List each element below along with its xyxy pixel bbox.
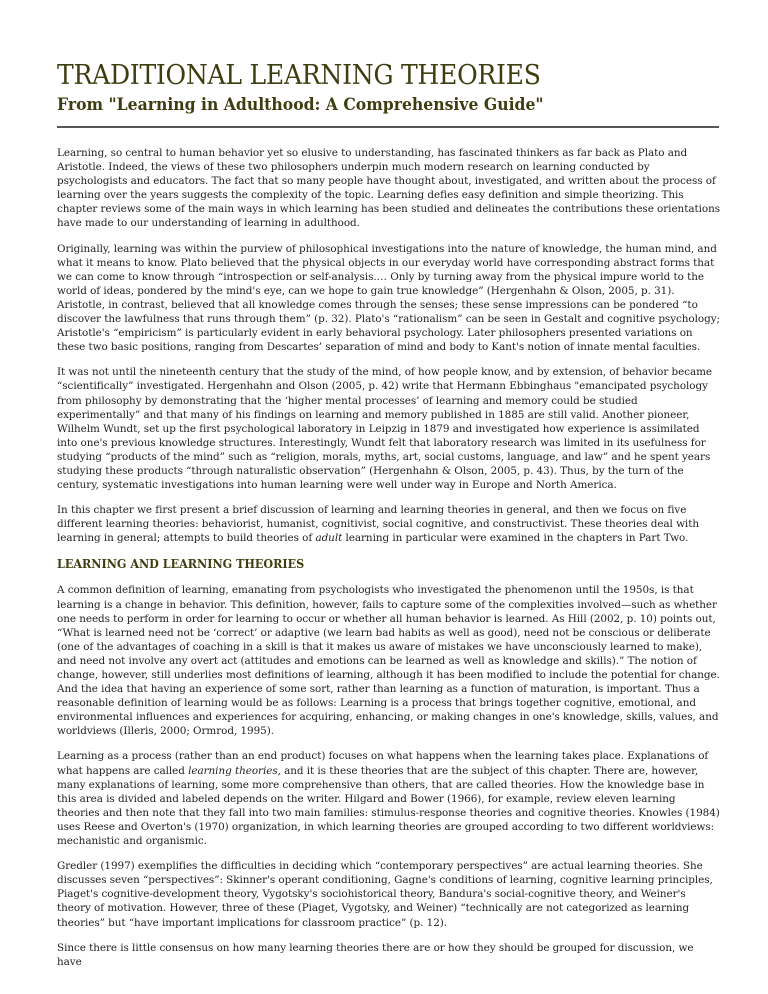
page-subtitle: From "Learning in Adulthood: A Comprehensive Guide" [57, 95, 544, 115]
text-segment: Learning as a process (rather than an end product) focuses on what happens when the learning takes place. Explanations of what happens are called [57, 750, 709, 777]
article-body [57, 146, 721, 969]
paragraph-gredler: Gredler (1997) exemplifies the difficulties in deciding which “contemporary perspectives” are actual learning theories. She discusses seven “perspectives”: Skinner's operant conditioning, Gagne's conditions of learning, cognitive learning principles, Piaget's cognitive-development theory, Vygotsky's sociohistorical theory, Bandura's social-cognitive theory, and Weiner's theory of motivation. However, three of these (Piaget, Vygotsky, and Weiner) “technically are not categorized as learning theories” but “have important implications for classroom practice” (p. 12). [57, 860, 713, 929]
text-segment: In this chapter we first present a brief discussion of learning and learning theories in general, and then we focus on five different learning theories: behaviorist, humanist, cognitivist, social cognitive, and constructivist. These theories deal with learning in general; attempts to build theories of [57, 504, 699, 545]
paragraph-nineteenth-century: It was not until the nineteenth century that the study of the mind, of how people know, and by extension, of behavior became “scientifically” investigated. Hergenhahn and Olson (2005, p. 42) write that Hermann Ebbinghaus "emancipated psychology from philosophy by demonstrating that the ‘higher mental processes’ of learning and memory could be studied experimentally” and that many of his findings on learning and memory published in 1885 are still valid. Another pioneer, Wilhelm Wundt, set up the first psychological laboratory in Leipzig in 1879 and investigated how experience is assimilated into one's previous knowledge structures. Interestingly, Wundt felt that laboratory research was limited in its usefulness for studying “products of the mind” such as “religion, morals, myths, art, social customs, language, and law” and he spent years studying these products “through naturalistic observation” (Hergenhahn & Olson, 2005, p. 43). Thus, by the turn of the century, systematic investigations into human learning were well under way in Europe and North America. [57, 366, 713, 492]
emphasis-text: adult [315, 532, 343, 545]
paragraph-definition: A common definition of learning, emanating from psychologists who investigated the phenomenon until the 1950s, is that learning is a change in behavior. This definition, however, fails to capture some of the complexities involved—such as whether one needs to perform in order for learning to occur or whether all human behavior is learned. As Hill (2002, p. 10) points out, “What is learned need not be ‘correct’ or adaptive (we learn bad habits as well as good), need not be conscious or deliberate (one of the advantages of coaching in a skill is that it makes us aware of mistakes we have unconsciously learned to make), and need not involve any overt act (attitudes and emotions can be learned as well as knowledge and skills).” The notion of change, however, still underlies most definitions of learning, although it has been modified to include the potential for change. And the idea that having an experience of some sort, rather than learning as a function of maturation, is important. Thus a reasonable definition of learning would be as follows: Learning is a process that brings together cognitive, emotional, and environmental influences and experiences for acquiring, enhancing, or making changes in one's knowledge, skills, values, and worldviews (Illeris, 2000; Ormrod, 1995). [57, 584, 720, 738]
paragraph-process [57, 749, 721, 848]
text-segment: learning in particular were examined in the chapters in Part Two. [342, 532, 689, 545]
section-heading: LEARNING AND LEARNING THEORIES [57, 557, 305, 572]
paragraph-philosophy: Originally, learning was within the purview of philosophical investigations into the nature of knowledge, the human mind, and what it means to know. Plato believed that the physical objects in our everyday world have corresponding abstract forms that we can come to know through “introspection or self-analysis.… Only by turning away from the physical impure world to the world of ideas, pondered by the mind's eye, can we hope to gain true knowledge” (Hergenhahn & Olson, 2005, p. 31). Aristotle, in contrast, believed that all knowledge comes through the senses; these sense impressions can be pondered “to discover the lawfulness that runs through them” (p. 32). Plato's “rationalism” can be seen in Gestalt and cognitive psychology; Aristotle's “empiricism” is particularly evident in early behavioral psychology. Later philosophers presented variations on these two basic positions, ranging from Descartes’ separation of mind and body to Kant's notion of innate mental faculties. [57, 242, 720, 354]
emphasis-text: learning theories [188, 764, 278, 777]
page-title: TRADITIONAL LEARNING THEORIES [57, 60, 541, 91]
paragraph-consensus: Since there is little consensus on how many learning theories there are or how they should be grouped for discussion, we have [57, 941, 694, 968]
title-divider [57, 126, 719, 128]
paragraph-chapter-overview [57, 503, 721, 545]
paragraph-intro: Learning, so central to human behavior yet so elusive to understanding, has fascinated thinkers as far back as Plato and Aristotle. Indeed, the views of these two philosophers underpin much modern research on learning conducted by psychologists and educators. The fact that so many people have thought about, investigated, and written about the process of learning over the years suggests the complexity of the topic. Learning defies easy definition and simple theorizing. This chapter reviews some of the main ways in which learning has been studied and delineates the contributions these orientations have made to our understanding of learning in adulthood. [57, 147, 720, 230]
text-segment: , and it is these theories that are the subject of this chapter. There are, however, many explanations of learning, some more comprehensive than others, that are called theories. How the knowledge base in this area is divided and labeled depends on the writer. Hilgard and Bower (1966), for example, review eleven learning theories and then note that they fall into two main families: stimulus-response theories and cognitive theories. Knowles (1984) uses Reese and Overton's (1970) organization, in which learning theories are grouped according to two different worldviews: mechanistic and organismic. [57, 764, 720, 848]
